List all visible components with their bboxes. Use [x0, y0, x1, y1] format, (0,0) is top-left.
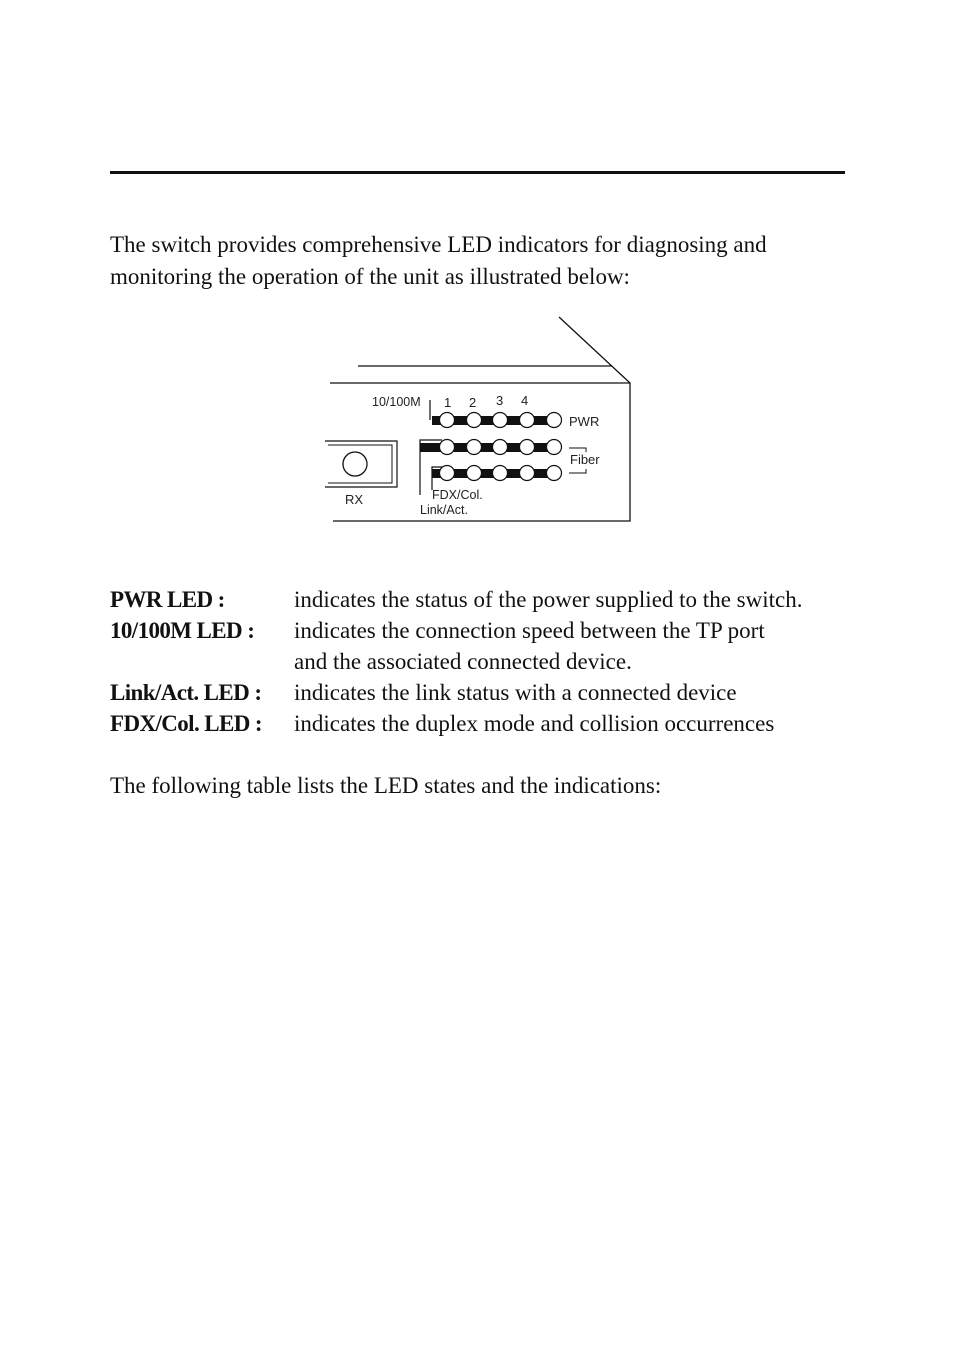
- port-number-3: 3: [496, 393, 504, 408]
- led-row-fdx: [432, 466, 562, 481]
- definition-pwr: [110, 584, 855, 615]
- led-link-1: [440, 440, 455, 455]
- led-fiber-link: [547, 440, 562, 455]
- definition-speed: [110, 615, 855, 646]
- port-number-2: 2: [469, 395, 477, 410]
- intro-line-2: monitoring the operation of the unit as illustrated below:: [110, 264, 630, 289]
- definition-desc: indicates the connection speed between the TP port: [294, 618, 765, 643]
- led-link-3: [493, 440, 508, 455]
- fiber-bracket-bottom: [569, 469, 586, 473]
- led-fiber-fdx: [547, 466, 562, 481]
- led-speed-2: [467, 413, 482, 428]
- pwr-label: PWR: [569, 414, 600, 429]
- fdx-label: FDX/Col.: [432, 488, 483, 502]
- definition-desc: indicates the status of the power supplied to the switch.: [294, 587, 803, 612]
- rx-port-circle: [343, 452, 367, 476]
- definition-term-empty: [110, 646, 294, 677]
- rx-port-outline: [325, 441, 397, 487]
- definition-term: Link/Act. LED :: [110, 680, 262, 705]
- rx-port-inner: [328, 445, 392, 483]
- rx-label: RX: [345, 492, 364, 507]
- led-pwr: [547, 413, 562, 428]
- port-number-4: 4: [521, 393, 529, 408]
- led-fdx-4: [520, 466, 535, 481]
- led-fdx-2: [467, 466, 482, 481]
- definition-desc: indicates the duplex mode and collision occurrences: [294, 711, 775, 736]
- led-speed-3: [493, 413, 508, 428]
- link-label: Link/Act.: [420, 503, 468, 517]
- led-speed-4: [520, 413, 535, 428]
- led-row-speed: [432, 413, 562, 428]
- led-fdx-1: [440, 466, 455, 481]
- definition-desc: and the associated connected device.: [294, 649, 632, 674]
- led-speed-1: [440, 413, 455, 428]
- intro-paragraph: [110, 229, 850, 293]
- intro-line-1: The switch provides comprehensive LED indicators for diagnosing and: [110, 232, 767, 257]
- definition-speed-cont: [110, 646, 855, 677]
- led-panel-diagram: [320, 312, 640, 527]
- outro-paragraph: The following table lists the LED states and the indications:: [110, 773, 662, 798]
- definition-desc: indicates the link status with a connected device: [294, 680, 737, 705]
- definition-term: 10/100M LED :: [110, 618, 255, 643]
- led-row-link: [420, 440, 562, 455]
- led-fdx-3: [493, 466, 508, 481]
- definition-term: FDX/Col. LED :: [110, 711, 262, 736]
- speed-label: 10/100M: [372, 395, 421, 409]
- port-number-1: 1: [444, 395, 452, 410]
- fiber-label: Fiber: [570, 452, 600, 467]
- led-link-4: [520, 440, 535, 455]
- definition-fdx: [110, 708, 855, 739]
- housing-diagonal: [559, 317, 630, 383]
- header-rule: [110, 171, 845, 174]
- definition-link: [110, 677, 855, 708]
- led-link-2: [467, 440, 482, 455]
- definition-term: PWR LED :: [110, 587, 225, 612]
- led-definitions: [110, 584, 855, 739]
